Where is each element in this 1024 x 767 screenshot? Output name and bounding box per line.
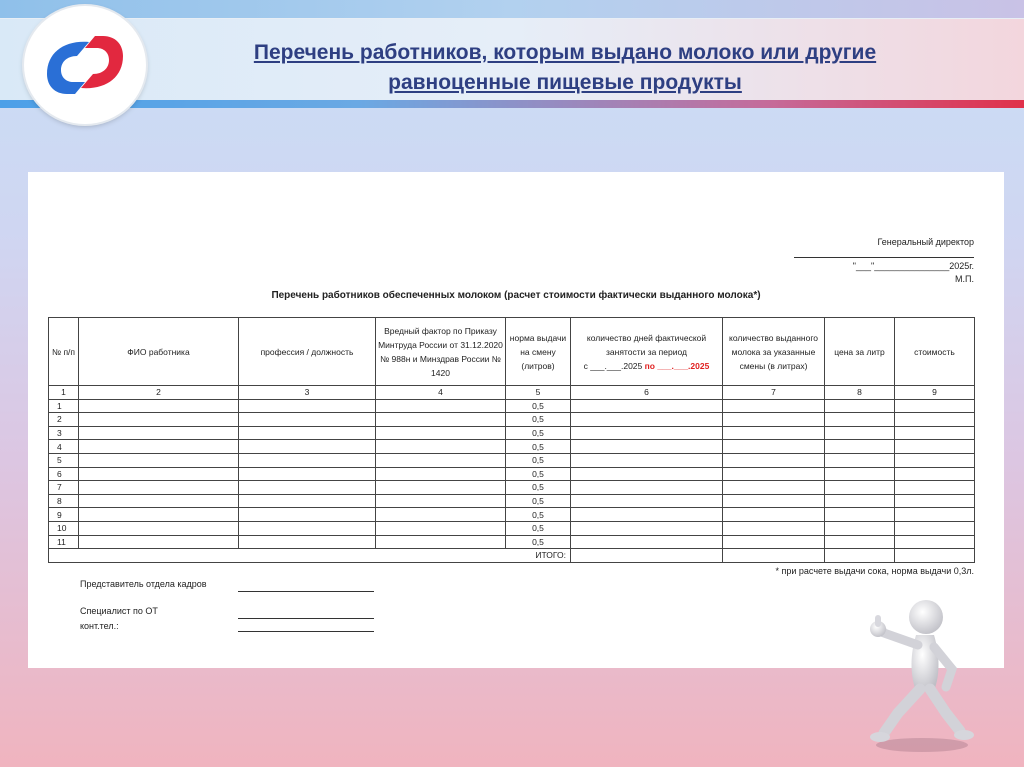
table-row	[49, 399, 975, 413]
cell-name[interactable]	[79, 508, 239, 522]
table-header-row	[49, 318, 975, 386]
cell-cost[interactable]	[895, 521, 975, 535]
cell-days[interactable]	[571, 399, 723, 413]
cell-name[interactable]	[79, 467, 239, 481]
cell-days[interactable]	[571, 481, 723, 495]
cell-amount[interactable]	[723, 508, 825, 522]
total-cost[interactable]	[895, 549, 975, 563]
cell-norm: 0,5	[506, 440, 571, 454]
cell-norm: 0,5	[506, 467, 571, 481]
cell-name[interactable]	[79, 453, 239, 467]
table-row	[49, 453, 975, 467]
cell-hazard[interactable]	[376, 508, 506, 522]
cell-cost[interactable]	[895, 426, 975, 440]
column-number: 5	[506, 386, 571, 400]
row-number: 8	[49, 494, 79, 508]
cell-norm: 0,5	[506, 481, 571, 495]
row-number: 3	[49, 426, 79, 440]
cell-days[interactable]	[571, 494, 723, 508]
cell-position[interactable]	[239, 453, 376, 467]
cell-amount[interactable]	[723, 413, 825, 427]
cell-price[interactable]	[825, 535, 895, 549]
table-row	[49, 508, 975, 522]
cell-hazard[interactable]	[376, 494, 506, 508]
workers-table	[48, 317, 975, 563]
cell-cost[interactable]	[895, 467, 975, 481]
cell-price[interactable]	[825, 521, 895, 535]
logo	[24, 6, 146, 124]
cell-hazard[interactable]	[376, 535, 506, 549]
column-number: 2	[79, 386, 239, 400]
cell-price[interactable]	[825, 508, 895, 522]
title-line-2: равноценные пищевые продукты	[388, 71, 742, 94]
column-number: 7	[723, 386, 825, 400]
col-header-number: № п/п	[49, 318, 79, 386]
table-row	[49, 467, 975, 481]
cell-hazard[interactable]	[376, 440, 506, 454]
cell-price[interactable]	[825, 426, 895, 440]
table-row	[49, 426, 975, 440]
table-row	[49, 521, 975, 535]
row-number: 7	[49, 481, 79, 495]
cell-amount[interactable]	[723, 535, 825, 549]
cell-position[interactable]	[239, 494, 376, 508]
cell-position[interactable]	[239, 467, 376, 481]
cell-norm: 0,5	[506, 535, 571, 549]
cell-price[interactable]	[825, 494, 895, 508]
cell-amount[interactable]	[723, 453, 825, 467]
cell-name[interactable]	[79, 521, 239, 535]
column-number-row	[49, 386, 975, 400]
cell-norm: 0,5	[506, 426, 571, 440]
cell-hazard[interactable]	[376, 413, 506, 427]
cell-name[interactable]	[79, 535, 239, 549]
cell-norm: 0,5	[506, 508, 571, 522]
column-number: 1	[49, 386, 79, 400]
total-amount[interactable]	[723, 549, 825, 563]
signature-phone-line[interactable]	[238, 631, 374, 632]
sfr-logo-icon	[37, 30, 133, 100]
footnote: * при расчете выдачи сока, норма выдачи 0,3л.	[775, 566, 974, 576]
cell-price[interactable]	[825, 467, 895, 481]
cell-name[interactable]	[79, 481, 239, 495]
column-number: 3	[239, 386, 376, 400]
cell-days[interactable]	[571, 521, 723, 535]
column-number: 4	[376, 386, 506, 400]
signature-ot-label: Специалист по ОТ	[80, 606, 158, 616]
table-row	[49, 413, 975, 427]
cell-position[interactable]	[239, 399, 376, 413]
total-price[interactable]	[825, 549, 895, 563]
cell-norm: 0,5	[506, 453, 571, 467]
col-header-norm: норма выдачи на смену (литров)	[506, 318, 571, 386]
cell-days[interactable]	[571, 453, 723, 467]
cell-norm: 0,5	[506, 413, 571, 427]
cell-position[interactable]	[239, 508, 376, 522]
cell-hazard[interactable]	[376, 399, 506, 413]
cell-cost[interactable]	[895, 440, 975, 454]
approval-signature-line	[794, 257, 974, 258]
row-number: 10	[49, 521, 79, 535]
cell-hazard[interactable]	[376, 481, 506, 495]
cell-price[interactable]	[825, 413, 895, 427]
total-label: ИТОГО:	[49, 549, 571, 563]
thumbs-up-figure-icon	[864, 595, 974, 755]
signature-ot-line[interactable]	[238, 618, 374, 619]
document-heading: Перечень работников обеспеченных молоком (расчет стоимости фактически выданного молока*)	[271, 290, 761, 301]
col-header-days-label: количество дней фактической занятости за период	[586, 332, 707, 357]
row-number: 1	[49, 399, 79, 413]
table-row	[49, 481, 975, 495]
cell-hazard[interactable]	[376, 521, 506, 535]
col-header-cost: стоимость	[895, 318, 975, 386]
total-days[interactable]	[571, 549, 723, 563]
document-sheet	[28, 172, 1004, 668]
row-number: 6	[49, 467, 79, 481]
cell-cost[interactable]	[895, 413, 975, 427]
cell-position[interactable]	[239, 535, 376, 549]
cell-cost[interactable]	[895, 535, 975, 549]
cell-name[interactable]	[79, 426, 239, 440]
cell-cost[interactable]	[895, 508, 975, 522]
col-header-days	[571, 318, 723, 386]
table-row	[49, 440, 975, 454]
cell-hazard[interactable]	[376, 453, 506, 467]
cell-amount[interactable]	[723, 426, 825, 440]
approval-stamp: М.П.	[955, 274, 974, 284]
signature-hr-label: Представитель отдела кадров	[80, 579, 207, 589]
approval-date: "___"_______________2025г.	[852, 261, 974, 271]
col-header-amount: количество выданного молока за указанные смены (в литрах)	[723, 318, 825, 386]
row-number: 9	[49, 508, 79, 522]
column-number: 9	[895, 386, 975, 400]
page-title	[160, 38, 970, 98]
period-to: по ___.___.2025	[644, 360, 710, 371]
cell-position[interactable]	[239, 413, 376, 427]
column-number: 6	[571, 386, 723, 400]
cell-days[interactable]	[571, 535, 723, 549]
cell-hazard[interactable]	[376, 426, 506, 440]
title-line-1: Перечень работников, которым выдано молоко или другие	[253, 41, 877, 64]
signature-hr-line[interactable]	[238, 591, 374, 592]
col-header-name: ФИО работника	[79, 318, 239, 386]
col-header-position: профессия / должность	[239, 318, 376, 386]
cell-price[interactable]	[825, 453, 895, 467]
cell-days[interactable]	[571, 413, 723, 427]
cell-amount[interactable]	[723, 494, 825, 508]
signature-phone-label: конт.тел.:	[80, 621, 119, 631]
row-number: 4	[49, 440, 79, 454]
column-number: 8	[825, 386, 895, 400]
cell-norm: 0,5	[506, 399, 571, 413]
cell-name[interactable]	[79, 440, 239, 454]
period-range	[573, 359, 720, 373]
cell-price[interactable]	[825, 399, 895, 413]
cell-amount[interactable]	[723, 521, 825, 535]
approval-role: Генеральный директор	[877, 237, 974, 247]
cell-position[interactable]	[239, 521, 376, 535]
header-top-stripe	[0, 0, 1024, 18]
cell-days[interactable]	[571, 467, 723, 481]
cell-price[interactable]	[825, 440, 895, 454]
cell-name[interactable]	[79, 494, 239, 508]
cell-name[interactable]	[79, 413, 239, 427]
cell-price[interactable]	[825, 481, 895, 495]
cell-cost[interactable]	[895, 399, 975, 413]
header-accent-stripe	[0, 100, 1024, 108]
cell-days[interactable]	[571, 426, 723, 440]
cell-cost[interactable]	[895, 453, 975, 467]
cell-amount[interactable]	[723, 440, 825, 454]
approval-block	[794, 236, 974, 286]
cell-cost[interactable]	[895, 494, 975, 508]
cell-amount[interactable]	[723, 467, 825, 481]
row-number: 11	[49, 535, 79, 549]
cell-norm: 0,5	[506, 521, 571, 535]
row-number: 5	[49, 453, 79, 467]
cell-cost[interactable]	[895, 481, 975, 495]
cell-norm: 0,5	[506, 494, 571, 508]
cell-position[interactable]	[239, 440, 376, 454]
table-row	[49, 494, 975, 508]
table-row	[49, 535, 975, 549]
col-header-hazard: Вредный фактор по Приказу Минтруда России от 31.12.2020 № 988н и Минздрав России № 1420	[376, 318, 506, 386]
cell-days[interactable]	[571, 508, 723, 522]
col-header-price: цена за литр	[825, 318, 895, 386]
cell-position[interactable]	[239, 426, 376, 440]
total-row	[49, 549, 975, 563]
cell-position[interactable]	[239, 481, 376, 495]
cell-amount[interactable]	[723, 399, 825, 413]
period-from: с ___.___.2025	[583, 360, 643, 371]
cell-hazard[interactable]	[376, 467, 506, 481]
cell-name[interactable]	[79, 399, 239, 413]
cell-amount[interactable]	[723, 481, 825, 495]
row-number: 2	[49, 413, 79, 427]
cell-days[interactable]	[571, 440, 723, 454]
